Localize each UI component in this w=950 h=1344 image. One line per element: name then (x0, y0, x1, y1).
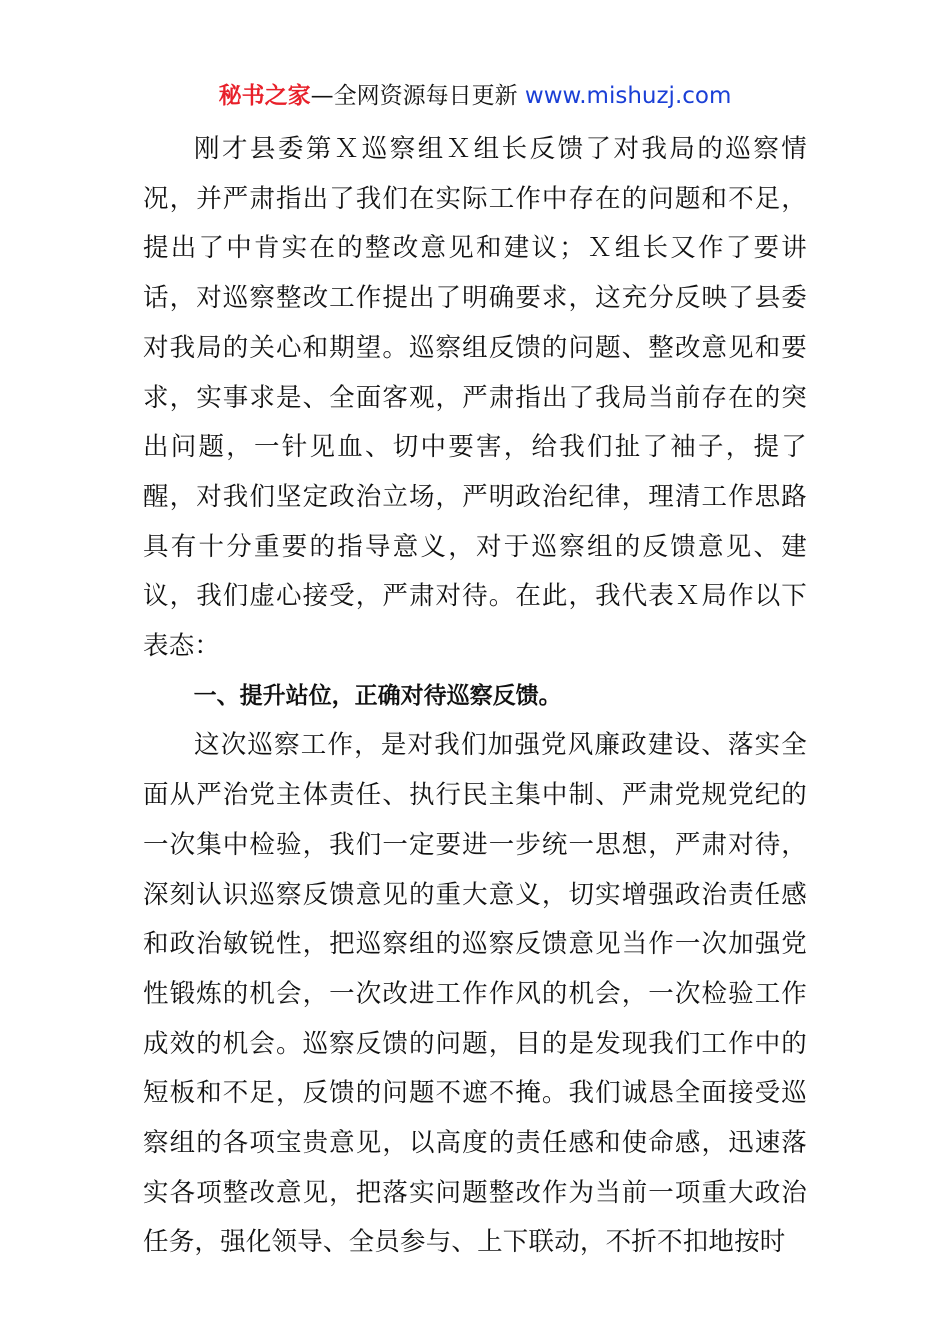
site-url[interactable]: www.mishuzj.com (524, 83, 732, 109)
brand-name: 秘书之家 (218, 83, 311, 109)
intro-paragraph: 刚才县委第Ｘ巡察组Ｘ组长反馈了对我局的巡察情况，并严肃指出了我们在实际工作中存在的问题和不足，提出了中肯实在的整改意见和建议；Ｘ组长又作了要讲话，对巡察整改工作提出了明确要求，这充分反映了县委对我局的关心和期望。巡察组反馈的问题、整改意见和要求，实事求是、全面客观，严肃指出了我局当前存在的突出问题，一针见血、切中要害，给我们扯了袖子，提了醒，对我们坚定政治立场，严明政治纪律，理清工作思路具有十分重要的指导意义，对于巡察组的反馈意见、建议，我们虚心接受，严肃对待。在此，我代表Ｘ局作以下表态： (143, 134, 807, 662)
body-paragraph: 这次巡察工作，是对我们加强党风廉政建设、落实全面从严治党主体责任、执行民主集中制、严肃党规党纪的一次集中检验，我们一定要进一步统一思想，严肃对待，深刻认识巡察反馈意见的重大意义，切实增强政治责任感和政治敏锐性，把巡察组的巡察反馈意见当作一次加强党性锻炼的机会，一次改进工作作风的机会，一次检验工作成效的机会。巡察反馈的问题，目的是发现我们工作中的短板和不足，反馈的问题不遮不掩。我们诚恳全面接受巡察组的各项宝贵意见，以高度的责任感和使命感，迅速落实各项整改意见，把落实问题整改作为当前一项重大政治任务，强化领导、全员参与、上下联动，不折不扣地按时 (143, 730, 807, 1258)
header-slogan: —全网资源每日更新 (310, 83, 518, 109)
document-header (0, 80, 950, 112)
section-heading: 一、提升站位，正确对待巡察反馈。 (193, 682, 562, 709)
document-body (143, 125, 807, 1268)
